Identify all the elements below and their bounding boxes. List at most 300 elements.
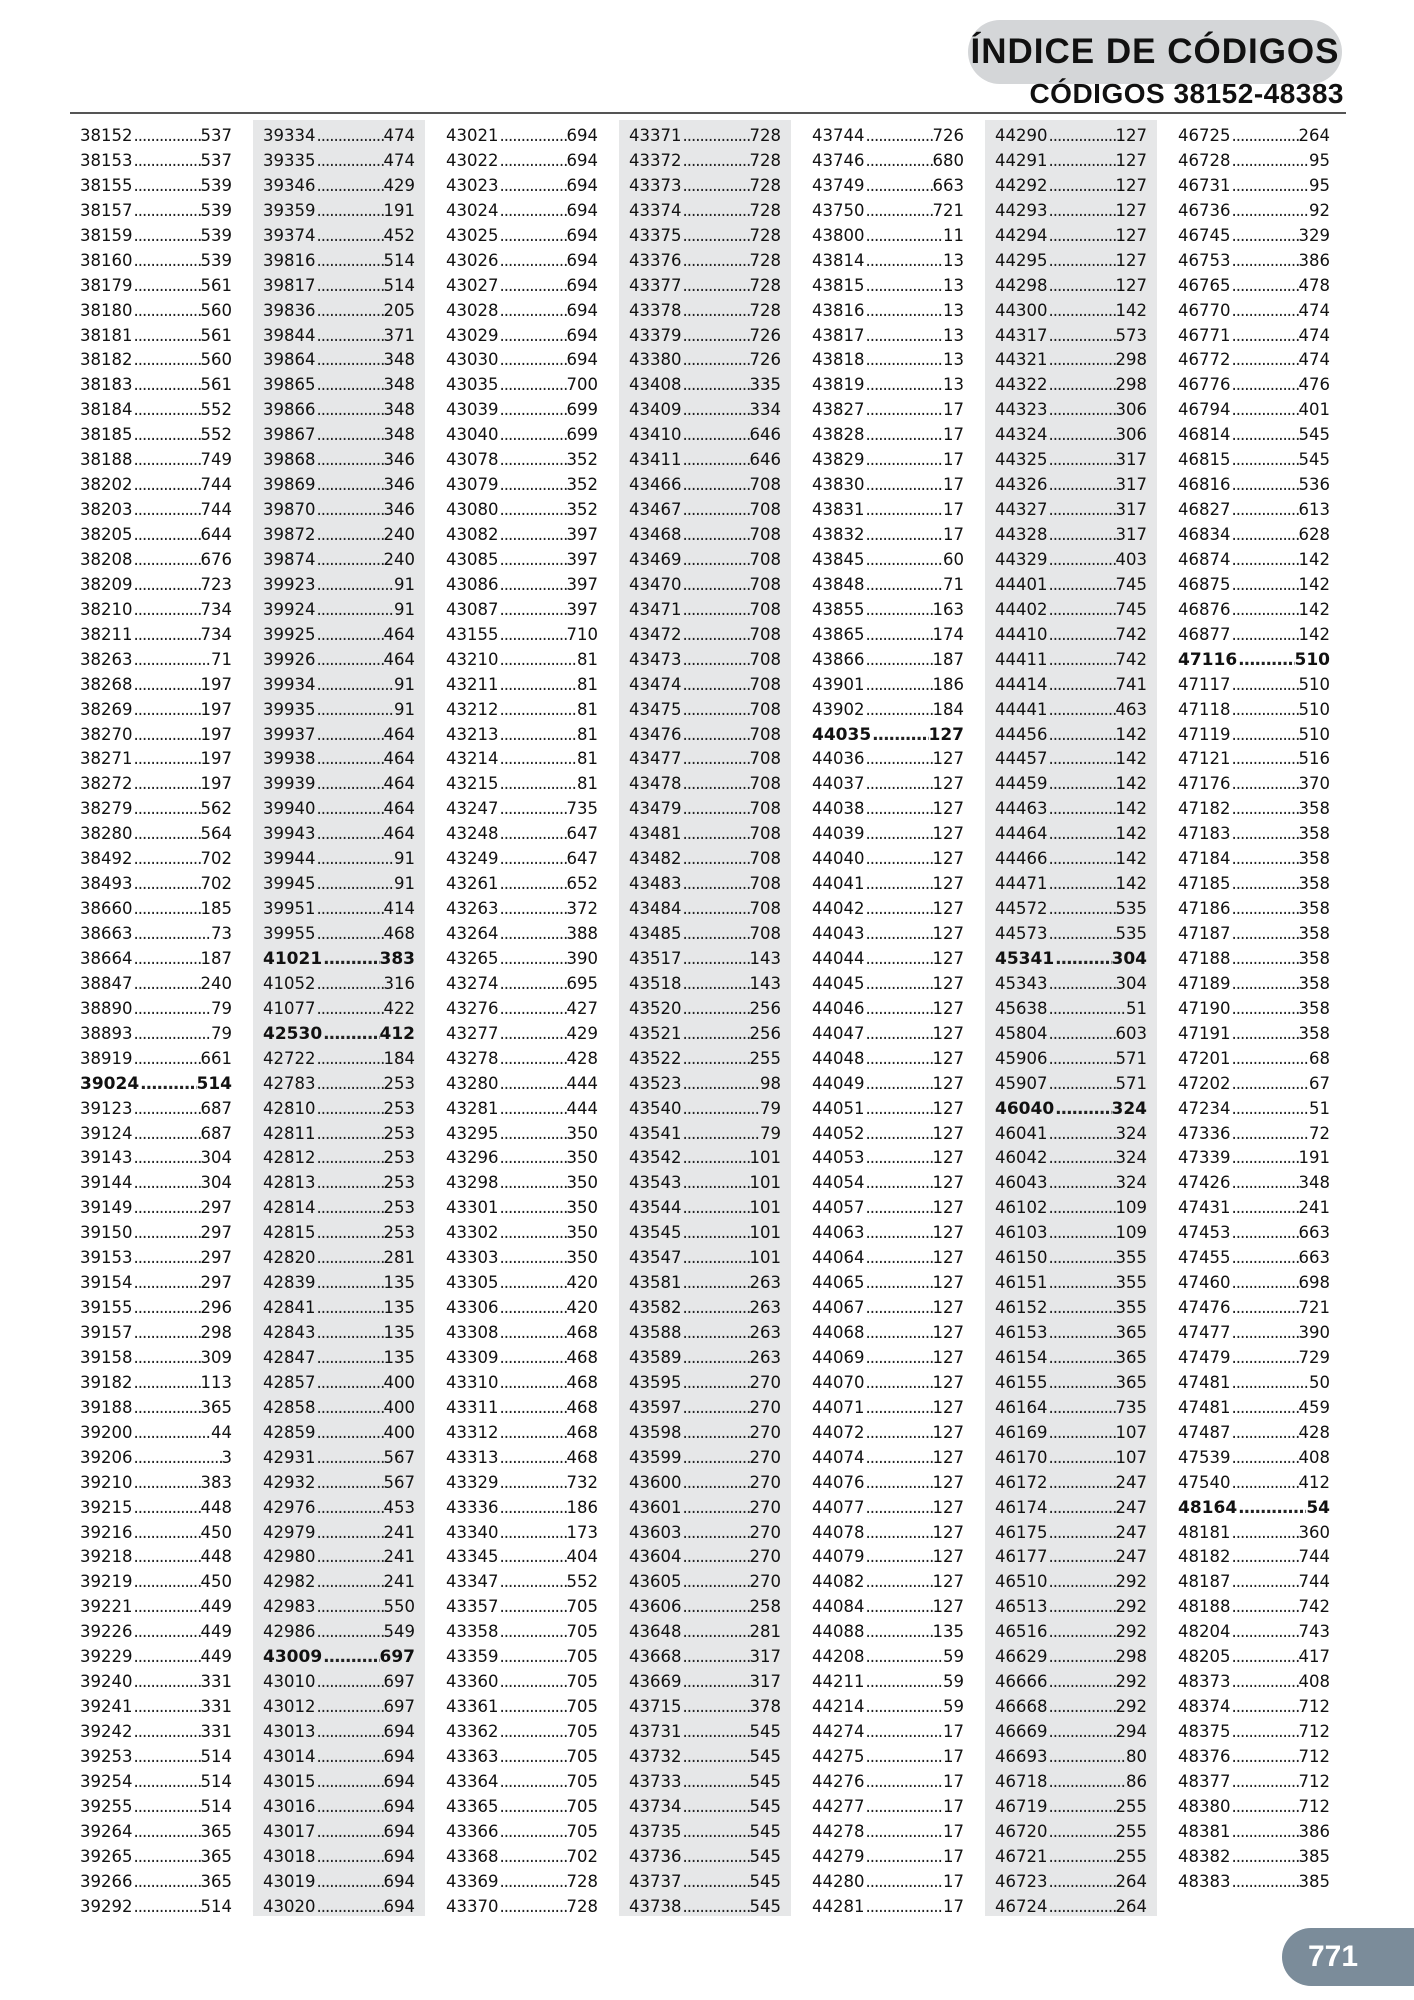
dot-leader — [1231, 897, 1299, 922]
index-entry — [995, 648, 1147, 673]
entry-code: 43471 — [629, 599, 682, 619]
entry-code: 47117 — [1178, 674, 1231, 694]
entry-page: 184 — [383, 1048, 415, 1068]
index-entry — [1178, 573, 1330, 598]
index-entry — [629, 1396, 781, 1421]
entry-page: 697 — [383, 1697, 415, 1717]
entry-code: 48164 — [1178, 1497, 1238, 1518]
entry-code: 44035 — [812, 724, 872, 745]
dot-leader — [1231, 1820, 1299, 1845]
dot-leader — [865, 1595, 933, 1620]
index-entry — [446, 1171, 598, 1196]
entry-code: 43814 — [812, 250, 865, 270]
dot-leader — [1048, 648, 1116, 673]
entry-page: 81 — [577, 649, 598, 669]
entry-page: 317 — [1115, 500, 1147, 520]
dot-leader — [682, 1271, 750, 1296]
entry-page: 304 — [1111, 948, 1147, 969]
dot-leader — [1048, 174, 1116, 199]
dot-leader — [865, 1271, 933, 1296]
entry-page: 510 — [1298, 724, 1330, 744]
entry-code: 39226 — [80, 1622, 133, 1642]
index-entry — [446, 1421, 598, 1446]
entry-page: 561 — [200, 275, 232, 295]
entry-page: 350 — [566, 1173, 598, 1193]
entry-code: 39934 — [263, 674, 316, 694]
dot-leader — [133, 1545, 201, 1570]
index-entry — [446, 623, 598, 648]
entry-code: 44082 — [812, 1572, 865, 1592]
index-entry — [1178, 523, 1330, 548]
entry-page: 253 — [383, 1073, 415, 1093]
dot-leader — [865, 1471, 933, 1496]
index-entry — [995, 1296, 1147, 1321]
entry-page: 545 — [749, 1821, 781, 1841]
index-entry — [995, 473, 1147, 498]
dot-leader — [316, 1670, 384, 1695]
entry-page: 463 — [1115, 699, 1147, 719]
index-entry — [1178, 1171, 1330, 1196]
dot-leader — [499, 1720, 567, 1745]
index-entry — [446, 1146, 598, 1171]
index-entry — [263, 972, 415, 997]
entry-page: 142 — [1298, 624, 1330, 644]
entry-code: 43303 — [446, 1248, 499, 1268]
dot-leader — [682, 124, 750, 149]
dot-leader — [139, 1072, 196, 1097]
dot-leader — [1231, 1371, 1310, 1396]
entry-page: 51 — [1126, 998, 1147, 1018]
entry-page: 270 — [749, 1422, 781, 1442]
entry-page: 514 — [200, 1896, 232, 1916]
entry-code: 39866 — [263, 400, 316, 420]
index-entry — [80, 1521, 232, 1546]
entry-code: 39157 — [80, 1323, 133, 1342]
index-entry — [995, 1346, 1147, 1371]
index-entry — [995, 897, 1147, 922]
index-entry — [812, 423, 964, 448]
entry-page: 54 — [1306, 1497, 1330, 1518]
index-entry — [263, 1321, 415, 1346]
entry-page: 708 — [749, 624, 781, 644]
dot-leader — [133, 1271, 201, 1296]
index-entry — [629, 922, 781, 947]
dot-leader — [499, 299, 567, 324]
entry-code: 47476 — [1178, 1298, 1231, 1318]
index-entry — [263, 1720, 415, 1745]
index-entry — [812, 1545, 964, 1570]
dot-leader — [1048, 1346, 1116, 1371]
entry-code: 43542 — [629, 1148, 682, 1168]
entry-page: 728 — [749, 175, 781, 195]
entry-page: 197 — [200, 749, 232, 769]
index-entry — [812, 1196, 964, 1221]
index-entry — [629, 648, 781, 673]
entry-page: 694 — [566, 250, 598, 270]
entry-page: 708 — [749, 924, 781, 943]
entry-page: 17 — [943, 1896, 964, 1916]
entry-code: 43040 — [446, 425, 499, 445]
entry-page: 142 — [1298, 549, 1330, 569]
dot-leader — [133, 1321, 201, 1346]
dot-leader — [499, 1146, 567, 1171]
entry-code: 44325 — [995, 450, 1048, 470]
dot-leader — [1048, 1296, 1116, 1321]
dot-leader — [1231, 1545, 1299, 1570]
entry-page: 348 — [383, 375, 415, 395]
index-entry — [80, 299, 232, 324]
entry-code: 43818 — [812, 350, 865, 370]
dot-leader — [1231, 772, 1299, 797]
entry-page: 127 — [932, 1323, 964, 1342]
entry-code: 39335 — [263, 150, 316, 170]
entry-code: 42858 — [263, 1397, 316, 1417]
entry-page: 91 — [394, 699, 415, 719]
index-entry — [812, 299, 964, 324]
index-entry — [812, 897, 964, 922]
dot-leader — [1231, 972, 1299, 997]
dot-leader — [1048, 423, 1116, 448]
entry-page: 127 — [932, 973, 964, 993]
entry-page: 365 — [200, 1846, 232, 1866]
index-entry — [995, 997, 1147, 1022]
dot-leader — [865, 997, 933, 1022]
dot-leader — [133, 124, 201, 149]
entry-page: 372 — [566, 899, 598, 919]
dot-leader — [316, 747, 384, 772]
entry-code: 43278 — [446, 1048, 499, 1068]
index-entry — [263, 1496, 415, 1521]
dot-leader — [133, 1146, 201, 1171]
index-entry — [263, 299, 415, 324]
entry-page: 449 — [200, 1622, 232, 1642]
entry-code: 43521 — [629, 1023, 682, 1043]
entry-code: 39154 — [80, 1273, 133, 1293]
index-entry — [80, 448, 232, 473]
entry-code: 42839 — [263, 1273, 316, 1293]
entry-code: 43749 — [812, 175, 865, 195]
entry-code: 46153 — [995, 1323, 1048, 1342]
entry-page: 571 — [1115, 1048, 1147, 1068]
entry-code: 44323 — [995, 400, 1048, 420]
dot-leader — [316, 598, 395, 623]
index-entry — [629, 548, 781, 573]
entry-page: 197 — [200, 774, 232, 794]
dot-leader — [133, 324, 201, 349]
entry-page: 397 — [566, 525, 598, 544]
entry-page: 127 — [932, 1248, 964, 1268]
dot-leader — [865, 1870, 944, 1895]
dot-leader — [1048, 348, 1116, 373]
index-entry — [80, 1022, 232, 1047]
index-entry — [629, 423, 781, 448]
entry-page: 127 — [932, 1572, 964, 1592]
index-entry — [995, 1047, 1147, 1072]
dot-leader — [316, 224, 384, 249]
entry-code: 42810 — [263, 1098, 316, 1118]
index-entry — [995, 1246, 1147, 1271]
dot-leader — [1231, 1695, 1299, 1720]
index-entry — [1178, 997, 1330, 1022]
entry-code: 43543 — [629, 1173, 682, 1193]
index-entry — [446, 997, 598, 1022]
index-entry — [263, 199, 415, 224]
entry-code: 47183 — [1178, 824, 1231, 844]
entry-code: 44441 — [995, 699, 1048, 719]
entry-code: 43468 — [629, 525, 682, 544]
dot-leader — [316, 473, 384, 498]
entry-page: 728 — [749, 126, 781, 145]
dot-leader — [1048, 1770, 1127, 1795]
index-entry — [629, 373, 781, 398]
index-entry — [263, 1795, 415, 1820]
index-entry — [1178, 324, 1330, 349]
dot-leader — [682, 1720, 750, 1745]
dot-leader — [682, 324, 750, 349]
dot-leader — [133, 1371, 201, 1396]
dot-leader — [1048, 747, 1116, 772]
entry-code: 46040 — [995, 1098, 1055, 1119]
entry-page: 247 — [1115, 1497, 1147, 1517]
dot-leader — [499, 1446, 567, 1471]
entry-code: 39935 — [263, 699, 316, 719]
dot-leader — [316, 847, 395, 872]
entry-code: 38211 — [80, 624, 133, 644]
entry-code: 44048 — [812, 1048, 865, 1068]
entry-page: 263 — [749, 1298, 781, 1318]
entry-code: 38210 — [80, 599, 133, 619]
entry-page: 420 — [566, 1273, 598, 1293]
index-entry — [263, 348, 415, 373]
index-entry — [812, 548, 964, 573]
entry-page: 127 — [932, 1223, 964, 1243]
entry-code: 46723 — [995, 1871, 1048, 1891]
entry-page: 386 — [1298, 1821, 1330, 1841]
entry-code: 46725 — [1178, 126, 1231, 145]
entry-page: 352 — [566, 475, 598, 495]
entry-code: 43815 — [812, 275, 865, 295]
entry-page: 728 — [749, 225, 781, 245]
entry-code: 44077 — [812, 1497, 865, 1517]
dot-leader — [682, 1246, 750, 1271]
entry-page: 699 — [566, 425, 598, 445]
entry-page: 708 — [749, 724, 781, 744]
dot-leader — [865, 1072, 933, 1097]
dot-leader — [499, 598, 567, 623]
entry-page: 127 — [1115, 200, 1147, 220]
index-entry — [812, 1446, 964, 1471]
entry-code: 43827 — [812, 400, 865, 420]
dot-leader — [1231, 1296, 1299, 1321]
dot-leader — [316, 1496, 384, 1521]
index-entry — [1178, 1271, 1330, 1296]
entry-page: 412 — [1298, 1472, 1330, 1492]
entry-code: 44414 — [995, 674, 1048, 694]
entry-page: 708 — [749, 849, 781, 869]
entry-code: 38272 — [80, 774, 133, 794]
entry-page: 101 — [749, 1198, 781, 1218]
entry-page: 256 — [749, 1023, 781, 1043]
entry-page: 712 — [1298, 1722, 1330, 1741]
dot-leader — [682, 972, 750, 997]
entry-page: 17 — [943, 1746, 964, 1766]
entry-page: 360 — [1298, 1522, 1330, 1542]
entry-code: 38890 — [80, 998, 133, 1018]
dot-leader — [865, 1097, 933, 1122]
dot-leader — [316, 1221, 384, 1246]
index-entry — [812, 398, 964, 423]
entry-page: 468 — [566, 1372, 598, 1392]
index-entry — [629, 1346, 781, 1371]
dot-leader — [133, 947, 201, 972]
dot-leader — [865, 872, 933, 897]
index-entry — [812, 1870, 964, 1895]
entry-code: 44036 — [812, 749, 865, 769]
dot-leader — [1231, 872, 1299, 897]
index-entry — [446, 747, 598, 772]
dot-leader — [133, 498, 201, 523]
entry-page: 142 — [1115, 824, 1147, 844]
entry-code: 43483 — [629, 874, 682, 894]
index-entry — [995, 1620, 1147, 1645]
entry-code: 43368 — [446, 1846, 499, 1866]
index-entry — [80, 747, 232, 772]
entry-page: 142 — [1115, 749, 1147, 769]
index-entry — [995, 1171, 1147, 1196]
index-entry — [80, 423, 232, 448]
dot-leader — [316, 1146, 384, 1171]
entry-code: 43374 — [629, 200, 682, 220]
dot-leader — [499, 1545, 567, 1570]
index-entry — [446, 1471, 598, 1496]
dot-leader — [316, 797, 384, 822]
dot-leader — [1048, 1022, 1116, 1047]
entry-page: 292 — [1115, 1672, 1147, 1692]
dot-leader — [1231, 623, 1299, 648]
entry-page: 708 — [749, 599, 781, 619]
entry-page: 536 — [1298, 475, 1330, 495]
index-entry — [995, 1396, 1147, 1421]
entry-code: 39155 — [80, 1298, 133, 1318]
entry-code: 44326 — [995, 475, 1048, 495]
dot-leader — [1231, 274, 1299, 299]
dot-leader — [1231, 1645, 1299, 1670]
entry-code: 43600 — [629, 1472, 682, 1492]
dot-leader — [1231, 1221, 1299, 1246]
index-entry — [629, 1745, 781, 1770]
index-entry — [1178, 1521, 1330, 1546]
entry-code: 44278 — [812, 1821, 865, 1841]
dot-leader — [865, 174, 933, 199]
entry-code: 47184 — [1178, 849, 1231, 869]
entry-code: 48188 — [1178, 1597, 1231, 1617]
index-entry — [995, 1770, 1147, 1795]
entry-page: 142 — [1115, 799, 1147, 819]
entry-page: 127 — [932, 1497, 964, 1517]
index-entry — [812, 1321, 964, 1346]
entry-page: 127 — [928, 724, 964, 745]
dot-leader — [682, 1296, 750, 1321]
index-entry — [629, 723, 781, 748]
index-entry — [812, 1396, 964, 1421]
entry-page: 324 — [1115, 1123, 1147, 1143]
entry-page: 350 — [566, 1198, 598, 1218]
dot-leader — [682, 747, 750, 772]
entry-code: 39937 — [263, 724, 316, 744]
dot-leader — [865, 1346, 933, 1371]
entry-page: 135 — [383, 1347, 415, 1367]
dot-leader — [682, 797, 750, 822]
entry-page: 127 — [932, 749, 964, 769]
index-entry — [629, 1296, 781, 1321]
entry-code: 43735 — [629, 1821, 682, 1841]
dot-leader — [499, 897, 567, 922]
dot-leader — [316, 1570, 384, 1595]
entry-code: 41077 — [263, 998, 316, 1018]
index-entry — [446, 972, 598, 997]
entry-page: 92 — [1309, 200, 1330, 220]
index-entry — [263, 1097, 415, 1122]
dot-leader — [1231, 723, 1299, 748]
entry-page: 292 — [1115, 1622, 1147, 1642]
dot-leader — [499, 548, 567, 573]
entry-code: 43373 — [629, 175, 682, 195]
index-entry — [629, 1321, 781, 1346]
index-entry — [263, 822, 415, 847]
dot-leader — [499, 324, 567, 349]
entry-page: 184 — [932, 699, 964, 719]
entry-code: 39864 — [263, 350, 316, 370]
index-entry — [1178, 947, 1330, 972]
entry-code: 38263 — [80, 649, 133, 669]
entry-code: 43281 — [446, 1098, 499, 1118]
index-entry — [263, 797, 415, 822]
index-entry — [80, 1446, 232, 1471]
entry-code: 43581 — [629, 1273, 682, 1293]
entry-page: 728 — [749, 300, 781, 320]
entry-page: 350 — [566, 1148, 598, 1168]
entry-code: 44044 — [812, 948, 865, 968]
index-entry — [995, 124, 1147, 149]
entry-page: 728 — [566, 1896, 598, 1916]
entry-page: 744 — [1298, 1547, 1330, 1567]
entry-code: 47176 — [1178, 774, 1231, 794]
entry-page: 143 — [749, 973, 781, 993]
entry-page: 712 — [1298, 1771, 1330, 1791]
entry-code: 39940 — [263, 799, 316, 819]
index-entry — [1178, 698, 1330, 723]
index-entry — [629, 1146, 781, 1171]
entry-code: 44045 — [812, 973, 865, 993]
index-entry — [812, 1296, 964, 1321]
entry-page: 298 — [200, 1323, 232, 1342]
entry-page: 298 — [1115, 375, 1147, 395]
dot-leader — [682, 1321, 750, 1346]
dot-leader — [1048, 972, 1116, 997]
dot-leader — [682, 1446, 750, 1471]
index-entry — [995, 1471, 1147, 1496]
entry-code: 48375 — [1178, 1722, 1231, 1741]
entry-code: 44572 — [995, 899, 1048, 919]
entry-code: 39240 — [80, 1672, 133, 1692]
entry-page: 346 — [383, 450, 415, 470]
dot-leader — [865, 922, 933, 947]
dot-leader — [499, 972, 567, 997]
dot-leader — [316, 897, 384, 922]
index-entry — [995, 1496, 1147, 1521]
index-entry — [629, 1670, 781, 1695]
dot-leader — [682, 1620, 750, 1645]
